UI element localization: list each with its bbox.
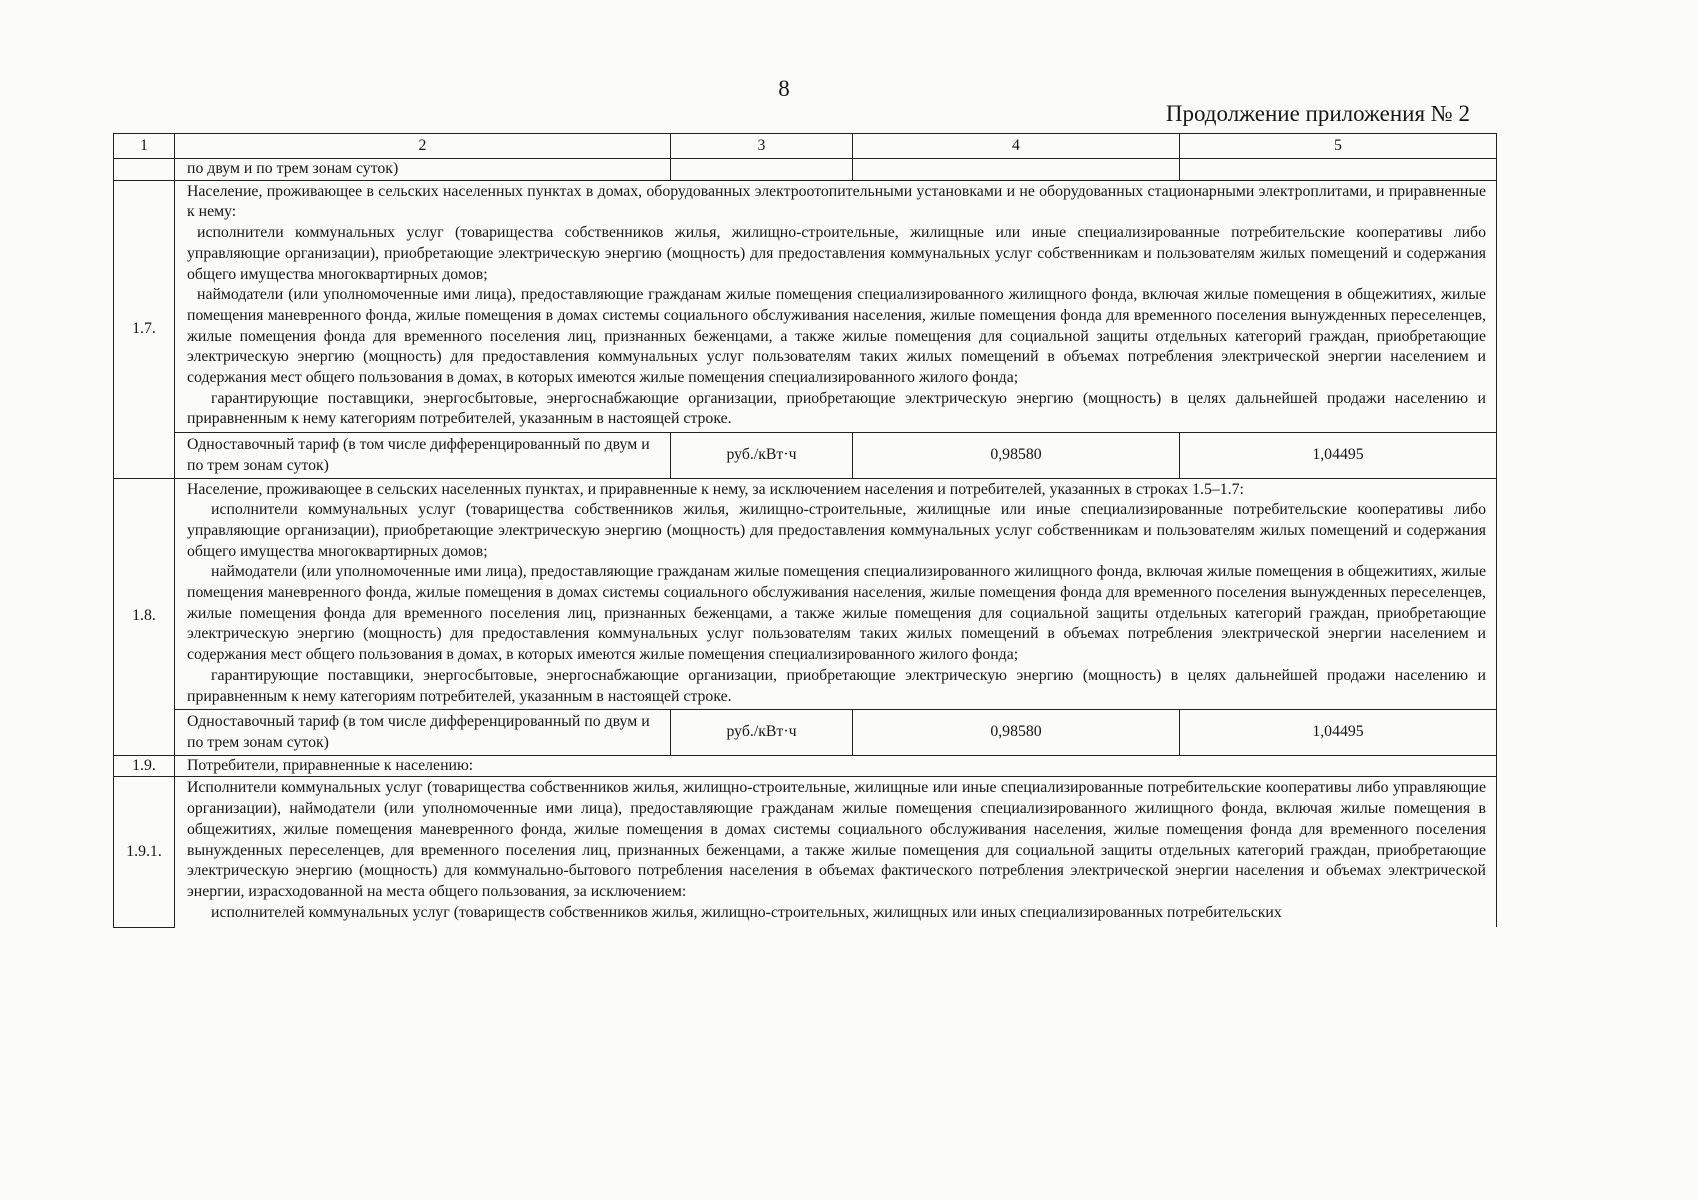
continuation-unit-cell [671, 159, 853, 181]
row-number-1-9: 1.9. [114, 755, 175, 777]
row-number-1-7: 1.7. [114, 180, 175, 478]
column-header-5: 5 [1180, 134, 1497, 159]
continuation-row [114, 159, 1497, 181]
paragraph: исполнителей коммунальных услуг (товариществ собственников жилья, жилищно-строительных, жилищных или иных специализированных потребительских [211, 903, 1282, 921]
column-header-2: 2 [175, 134, 671, 159]
tariff-row-1-7 [114, 433, 1497, 478]
row-number-1-9-1: 1.9.1. [114, 777, 175, 927]
tariff-unit-1-7: руб./кВт·ч [671, 433, 853, 478]
paragraph: наймодатели (или уполномоченные ими лица), предоставляющие гражданам жилые помещения специализированного жилищного фонда, включая жилые помещения в общежитиях, жилые помещения маневренного фонда, жилые помещения в домах системы социального обслуживания населения, жилые помещения фонда для временного поселения вынужденных переселенцев, жилые помещения фонда для временного поселения лиц, признанных беженцами, а также жилые помещения для социальной защиты отдельных категорий граждан, приобретающие электрическую энергию (мощность) для предоставления коммунальных услуг пользователям таких жилых помещений в объемах потребления электрической энергии населением и содержания мест общего пользования в домах, в которых имеются жилые помещения специализированного жилого фонда; [187, 563, 1486, 664]
paragraph: гарантирующие поставщики, энергосбытовые, энергоснабжающие организации, приобретающие электрическую энергию (мощность) в целях дальнейшей продажи населению и приравненным к нему категориям потребителей, указанным в настоящей строке. [187, 666, 1486, 705]
row-number-1-8: 1.8. [114, 478, 175, 755]
continuation-text: по двум и по трем зонам суток) [175, 159, 671, 181]
column-header-1: 1 [114, 134, 175, 159]
paragraph: гарантирующие поставщики, энергосбытовые, энергоснабжающие организации, приобретающие электрическую энергию (мощность) в целях дальнейшей продажи населению и приравненным к нему категориям потребителей, указанным в настоящей строке. [187, 389, 1486, 428]
tariff-name-1-7: Одноставочный тариф (в том числе дифференцированный по двум и по трем зонам суток) [175, 433, 671, 478]
tariff-value-1-1-7: 0,98580 [853, 433, 1180, 478]
table-row-1-7 [114, 180, 1497, 432]
paragraph: Население, проживающее в сельских населенных пунктах в домах, оборудованных электроотопительными установками и не оборудованных стационарными электроплитами, и приравненные к нему: [187, 182, 1486, 221]
paragraph: Население, проживающее в сельских населенных пунктах, и приравненные к нему, за исключением населения и потребителей, указанных в строках 1.5–1.7: [187, 480, 1244, 498]
paragraph: наймодатели (или уполномоченные ими лица), предоставляющие гражданам жилые помещения специализированного жилищного фонда, включая жилые помещения в общежитиях, жилые помещения маневренного фонда, жилые помещения в домах системы социального обслуживания населения, жилые помещения фонда для временного поселения вынужденных переселенцев, жилые помещения фонда для временного поселения лиц, признанных беженцами, а также жилые помещения для социальной защиты отдельных категорий граждан, приобретающие электрическую энергию (мощность) для предоставления коммунальных услуг пользователям таких жилых помещений в объемах потребления электрической энергии населением и содержания мест общего пользования в домах, в которых имеются жилые помещения специализированного жилого фонда; [187, 286, 1486, 387]
continuation-number-cell [114, 159, 175, 181]
tariff-name-1-8: Одноставочный тариф (в том числе дифференцированный по двум и по трем зонам суток) [175, 710, 671, 755]
tariff-table [113, 133, 1497, 928]
appendix-caption: Продолжение приложения № 2 [1165, 101, 1470, 126]
row-description-1-7 [175, 180, 1497, 432]
table-row-1-9 [114, 755, 1497, 777]
tariff-value-2-1-8: 1,04495 [1180, 710, 1497, 755]
row-description-1-8 [175, 478, 1497, 710]
continuation-value-2-cell [1180, 159, 1497, 181]
paragraph: Исполнители коммунальных услуг (товарищества собственников жилья, жилищно-строительные, жилищные или иные специализированные потребительские кооперативы либо управляющие организации), наймодатели (или уполномоченные ими лица), предоставляющие гражданам жилые помещения специализированного жилищного фонда, включая жилые помещения в общежитиях, жилые помещения маневренного фонда, жилые помещения в домах системы социального обслуживания населения, жилые помещения фонда для временного поселения вынужденных переселенцев, для временного поселения лиц, признанных беженцами, а также жилые помещения для социальной защиты отдельных категорий граждан, приобретающие электрическую энергию (мощность) для коммунально-бытового потребления населения в объемах фактического потребления электрической энергии населения и объемах электрической энергии, израсходованной на места общего пользования, за исключением: [187, 779, 1486, 900]
tariff-value-1-1-8: 0,98580 [853, 710, 1180, 755]
paragraph: исполнители коммунальных услуг (товарищества собственников жилья, жилищно-строительные, жилищные или иные специализированные потребительские кооперативы либо управляющие организации), приобретающие электрическую энергию (мощность) для предоставления коммунальных услуг собственникам и пользователям жилых помещений и содержания общего имущества многоквартирных домов; [187, 501, 1486, 560]
tariff-value-2-1-7: 1,04495 [1180, 433, 1497, 478]
table-row-1-9-1 [114, 777, 1497, 927]
column-header-row [114, 134, 1497, 159]
table-row-1-8 [114, 478, 1497, 710]
page-number: 8 [778, 76, 790, 101]
column-header-4: 4 [853, 134, 1180, 159]
paragraph: исполнители коммунальных услуг (товарищества собственников жилья, жилищно-строительные, жилищные или иные специализированные потребительские кооперативы либо управляющие организации), приобретающие электрическую энергию (мощность) для предоставления коммунальных услуг собственникам и пользователям жилых помещений и содержания общего имущества многоквартирных домов; [187, 224, 1486, 283]
tariff-unit-1-8: руб./кВт·ч [671, 710, 853, 755]
tariff-row-1-8 [114, 710, 1497, 755]
column-header-3: 3 [671, 134, 853, 159]
row-description-1-9: Потребители, приравненные к населению: [175, 755, 1497, 777]
row-description-1-9-1 [175, 777, 1497, 927]
continuation-value-1-cell [853, 159, 1180, 181]
